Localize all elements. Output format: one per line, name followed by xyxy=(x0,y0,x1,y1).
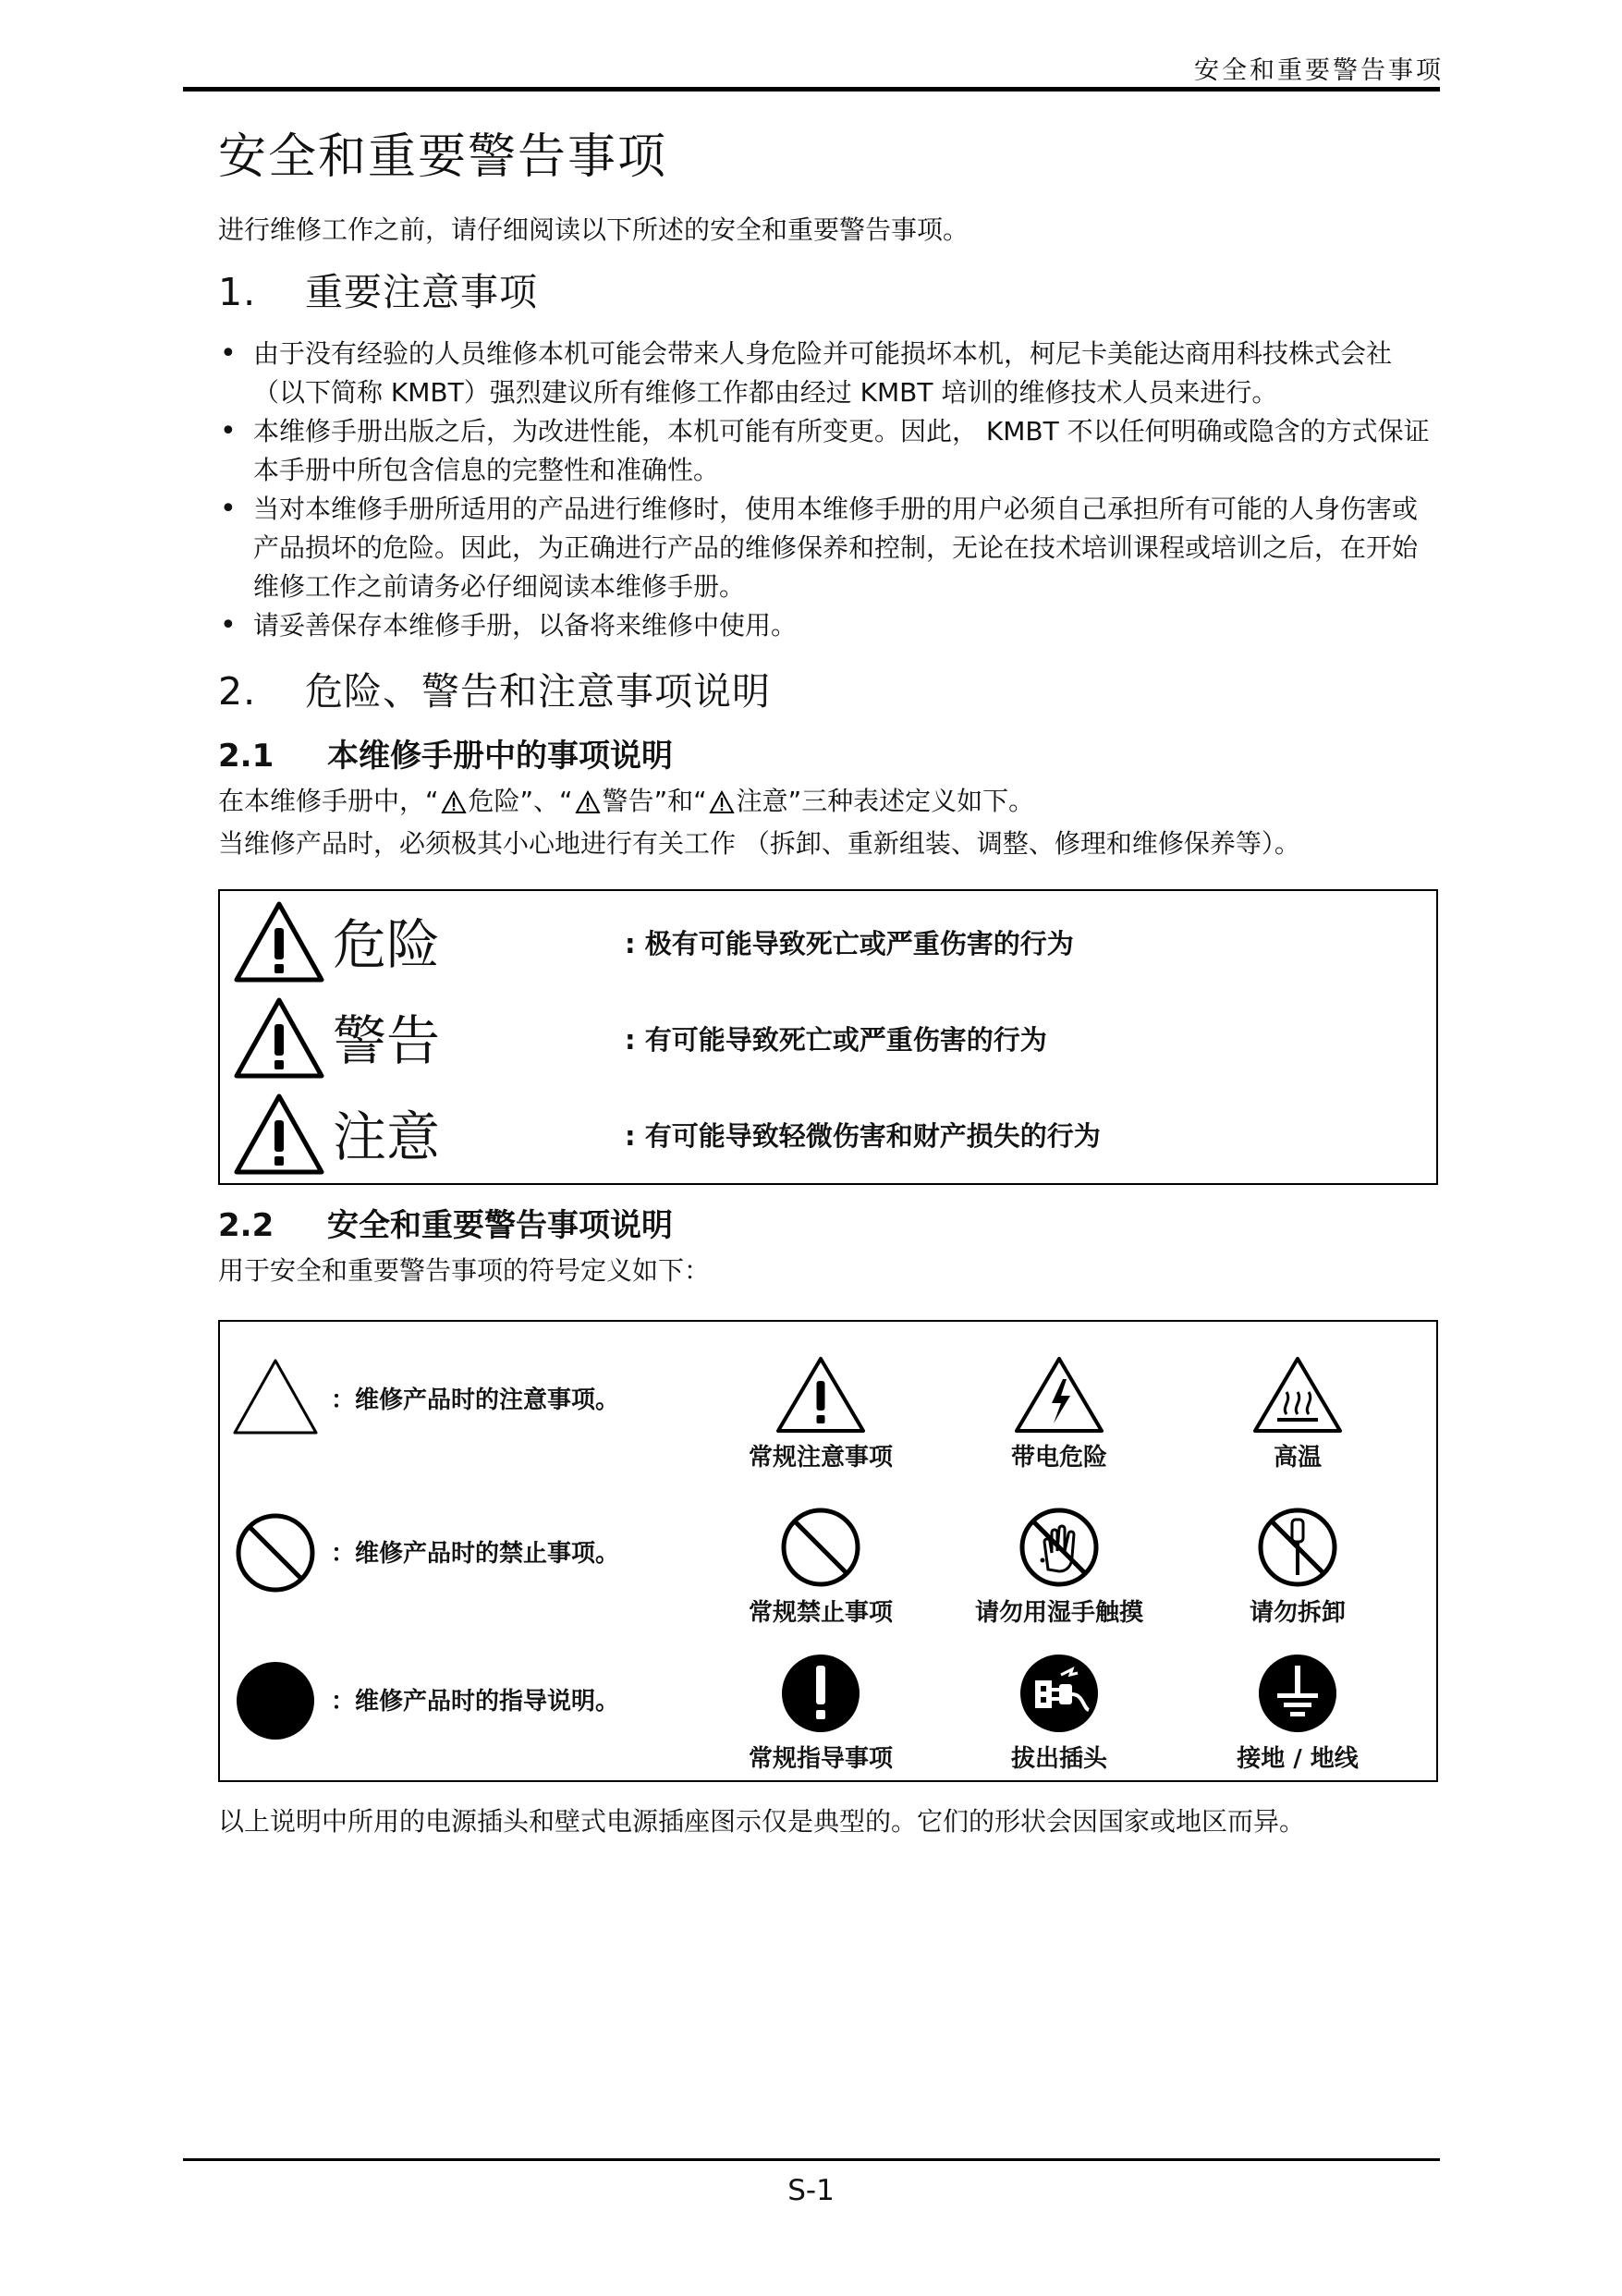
caution-symbol-row xyxy=(220,1335,1436,1483)
page-content xyxy=(218,120,1440,1843)
definition-text: ”和“ xyxy=(653,786,707,816)
list-item: • 由于没有经验的人员维修本机可能会带来人身危险并可能损坏本机，柯尼卡美能达商用科技株式会社 （以下简称 KMBT）强烈建议所有维修工作都由经过 KMBT 培训的维修技术人员来进行。 xyxy=(218,335,1440,412)
warning-triangle-icon xyxy=(231,995,327,1083)
section-2-2-title: 安全和重要警告事项说明 xyxy=(327,1207,673,1244)
symbol-general-instruction xyxy=(710,1651,932,1775)
hazard-levels-box xyxy=(218,889,1438,1185)
prohibition-symbol-row xyxy=(220,1488,1436,1636)
definition-text: 在本维修手册中，“ xyxy=(218,786,439,816)
section-2-2-heading xyxy=(218,1203,1440,1248)
intro-text: 进行维修工作之前，请仔细阅读以下所述的安全和重要警告事项。 xyxy=(218,214,970,245)
lightning-hazard-icon xyxy=(1013,1355,1105,1435)
symbol-label: 请勿拆卸 xyxy=(1249,1599,1346,1627)
caution-triangle-icon xyxy=(441,790,467,814)
symbols-box xyxy=(218,1320,1438,1782)
definition-text: ”三种表述定义如下。 xyxy=(787,786,1035,816)
section-2-heading xyxy=(218,662,1440,721)
section-1-heading xyxy=(218,263,1440,322)
section-1-title: 重要注意事项 xyxy=(305,270,538,314)
unplug-icon xyxy=(1015,1651,1104,1736)
instruction-filled-circle-icon xyxy=(229,1656,322,1745)
symbol-general-prohibition xyxy=(710,1505,932,1629)
level-caution xyxy=(231,1091,1423,1183)
symbols-intro: 用于安全和重要警告事项的符号定义如下： xyxy=(218,1255,711,1286)
caution-triangle-icon xyxy=(709,790,735,814)
symbol-label: 高温 xyxy=(1273,1444,1322,1472)
level-danger xyxy=(231,898,1423,991)
prohibition-icon xyxy=(229,1508,322,1597)
hot-surface-icon xyxy=(1251,1355,1344,1435)
running-header: 安全和重要警告事项 xyxy=(1194,56,1444,85)
warning-triangle-icon xyxy=(231,1091,327,1179)
plug-illustration-note: 以上说明中所用的电源插头和壁式电源插座图示仅是典型的。它们的形状会因国家或地区而异。 xyxy=(218,1806,1306,1837)
level-name: 注意 xyxy=(333,1105,441,1168)
level-warning xyxy=(231,995,1423,1087)
list-item: • 本维修手册出版之后，为改进性能，本机可能有所变更。因此， KMBT 不以任何明确或隐含的方式保证本手册中所包含信息的完整性和准确性。 xyxy=(218,412,1440,490)
symbol-label: 常规指导事项 xyxy=(748,1745,893,1773)
page-title: 安全和重要警告事项 xyxy=(218,129,668,185)
page-number: S-1 xyxy=(787,2174,835,2207)
symbol-label: 常规禁止事项 xyxy=(748,1599,893,1627)
term-caution: 注意 xyxy=(736,786,788,816)
section-2-1-heading xyxy=(218,734,1440,778)
section-2-number: 2. xyxy=(218,669,257,714)
symbol-ground xyxy=(1187,1651,1409,1775)
level-name: 警告 xyxy=(333,1009,441,1072)
symbol-high-temperature xyxy=(1187,1355,1409,1473)
symbol-general-caution xyxy=(710,1355,932,1473)
symbol-label: 请勿用湿手触摸 xyxy=(974,1599,1143,1627)
general-prohibition-icon xyxy=(776,1505,865,1590)
category-text: ：维修产品时的指导说明。 xyxy=(331,1688,620,1716)
caution-outline-triangle-icon xyxy=(229,1355,322,1438)
caution-triangle-icon xyxy=(575,790,601,814)
ground-icon xyxy=(1253,1651,1342,1736)
section-2-title: 危险、警告和注意事项说明 xyxy=(305,669,771,714)
level-desc: : 极有可能导致死亡或严重伤害的行为 xyxy=(625,928,1074,959)
level-desc: : 有可能导致死亡或严重伤害的行为 xyxy=(625,1024,1047,1056)
definition-line xyxy=(218,780,1440,823)
no-disassembly-icon xyxy=(1253,1505,1342,1590)
symbol-label: 常规注意事项 xyxy=(748,1444,893,1472)
symbol-label: 拔出插头 xyxy=(1010,1745,1107,1773)
symbol-electric-hazard xyxy=(948,1355,1170,1473)
symbol-label: 带电危险 xyxy=(1010,1444,1107,1472)
symbol-label: 接地 / 地线 xyxy=(1237,1745,1359,1773)
level-name: 危险 xyxy=(333,913,441,976)
header-rule xyxy=(183,87,1440,92)
section-2-1-number: 2.1 xyxy=(218,738,274,775)
important-notes-list xyxy=(218,335,1440,645)
definition-text: ”、“ xyxy=(519,786,573,816)
list-item: • 当对本维修手册所适用的产品进行维修时，使用本维修手册的用户必须自己承担所有可能的人身伤害或产品损坏的危险。因此，为正确进行产品的维修保养和控制，无论在技术培训课程或培训之后，在开始维修工作之前请务必仔细阅读本维修手册。 xyxy=(218,490,1440,606)
term-danger: 危险 xyxy=(468,786,520,816)
symbol-unplug xyxy=(948,1651,1170,1775)
category-text: ：维修产品时的禁止事项。 xyxy=(331,1540,620,1568)
section-2-1-title: 本维修手册中的事项说明 xyxy=(327,738,673,775)
list-item: • 请妥善保存本维修手册，以备将来维修中使用。 xyxy=(218,606,1440,645)
care-instruction: 当维修产品时，必须极其小心地进行有关工作 （拆卸、重新组装、调整、修理和维修保养等）。 xyxy=(218,828,1300,859)
term-warning: 警告 xyxy=(602,786,654,816)
general-instruction-icon xyxy=(776,1651,865,1736)
footer-rule xyxy=(183,2158,1440,2161)
no-wet-hands-icon xyxy=(1015,1505,1104,1590)
level-desc: : 有可能导致轻微伤害和财产损失的行为 xyxy=(625,1120,1101,1152)
symbol-no-wet-hands xyxy=(948,1505,1170,1629)
instruction-symbol-row xyxy=(220,1636,1436,1784)
section-2-2-number: 2.2 xyxy=(218,1207,274,1244)
section-1-number: 1. xyxy=(218,270,257,314)
symbol-no-disassembly xyxy=(1187,1505,1409,1629)
warning-triangle-icon xyxy=(231,898,327,987)
general-caution-icon xyxy=(774,1355,867,1435)
category-text: ：维修产品时的注意事项。 xyxy=(331,1386,620,1414)
